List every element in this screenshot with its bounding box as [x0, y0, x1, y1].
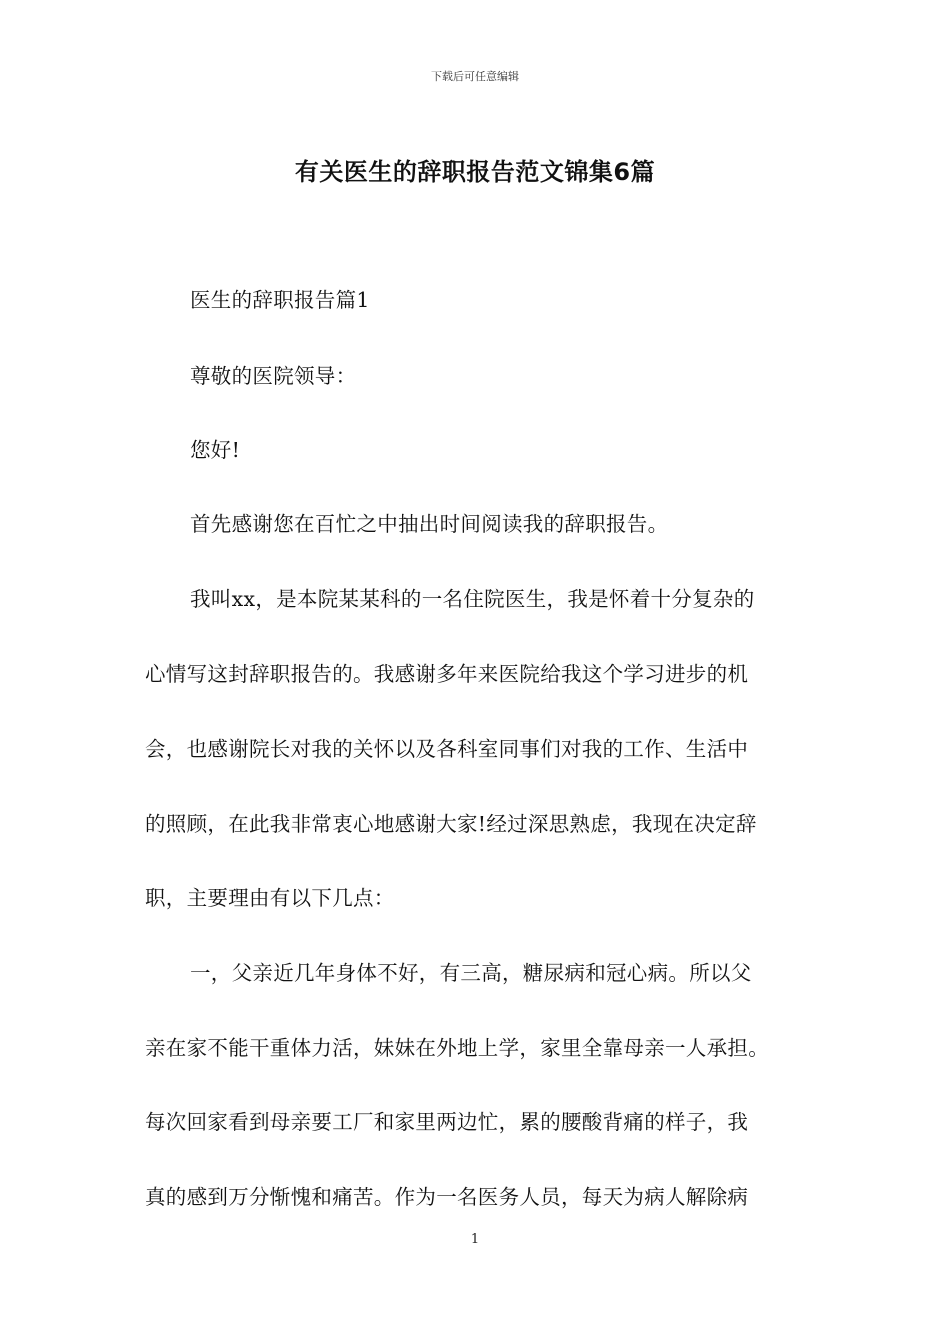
greeting: 您好! [190, 438, 241, 462]
section-heading: 医生的辞职报告篇1 [190, 288, 370, 312]
paragraph-line: 会，也感谢院长对我的关怀以及各科室同事们对我的工作、生活中 [145, 737, 749, 761]
paragraph-line: 心情写这封辞职报告的。我感谢多年来医院给我这个学习进步的机 [145, 662, 749, 686]
paragraph-line: 亲在家不能干重体力活，妹妹在外地上学，家里全靠母亲一人承担。 [145, 1036, 769, 1060]
header-note: 下载后可任意编辑 [431, 70, 519, 83]
paragraph-line: 一，父亲近几年身体不好，有三高，糖尿病和冠心病。所以父 [190, 961, 752, 985]
paragraph-line: 真的感到万分惭愧和痛苦。作为一名医务人员，每天为病人解除病 [145, 1185, 749, 1209]
paragraph-line: 职，主要理由有以下几点： [145, 886, 395, 910]
paragraph-line: 每次回家看到母亲要工厂和家里两边忙，累的腰酸背痛的样子，我 [145, 1110, 749, 1134]
paragraph-line: 我叫xx，是本院某某科的一名住院医生，我是怀着十分复杂的 [190, 587, 755, 611]
page-number: 1 [470, 1232, 480, 1247]
paragraph-line: 首先感谢您在百忙之中抽出时间阅读我的辞职报告。 [190, 512, 669, 536]
paragraph-line: 的照顾，在此我非常衷心地感谢大家!经过深思熟虑，我现在决定辞 [145, 812, 757, 836]
document-title: 有关医生的辞职报告范文锦集6篇 [294, 158, 656, 186]
salutation: 尊敬的医院领导： [190, 364, 357, 388]
